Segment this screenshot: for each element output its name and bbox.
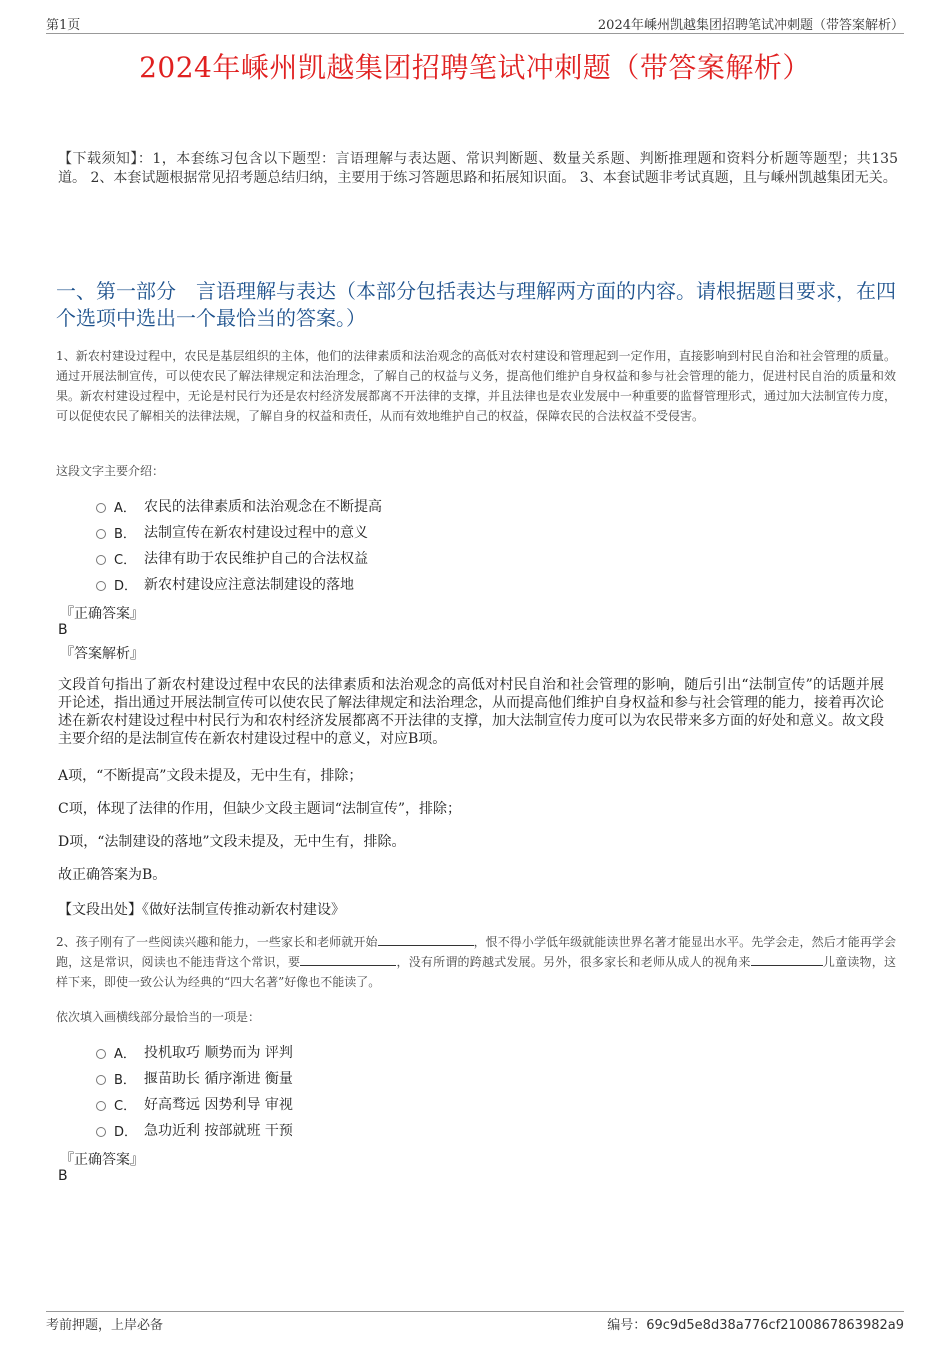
page-number: 第1页 xyxy=(46,18,81,33)
option-text: 投机取巧 顺势而为 评判 xyxy=(144,1045,293,1061)
q1-stem: 这段文字主要介绍： xyxy=(56,464,165,478)
q1-conclusion: 故正确答案为B。 xyxy=(58,867,167,883)
radio-icon[interactable] xyxy=(96,1049,106,1059)
blank-1 xyxy=(378,934,474,946)
q1-passage: 1、新农村建设过程中，农民是基层组织的主体，他们的法律素质和法治观念的高低对农村建设和管理起到一定作用，直接影响到村民自治和社会管理的质量。通过开展法制宣传，可以使农民了解法律规定和法治理念，了解自己的权益与义务，提高他们维护自身权益和参与社会管理的能力，促进村民自治的质量和效果。新农村建设过程中，无论是村民行为还是农村经济发展都离不开法律的支撑，并且法律也是农业发展中一种重要的监督管理形式，通过加大法制宣传力度，可以促使农民了解相关的法律法规，了解自身的权益和责任，从而有效地维护自己的权益，保障农民的合法权益不受侵害。 xyxy=(56,349,897,423)
q2-option-d[interactable] xyxy=(96,1120,293,1140)
radio-icon[interactable] xyxy=(96,1127,106,1137)
radio-icon[interactable] xyxy=(96,503,106,513)
q1-answer: B xyxy=(58,622,68,638)
q2-stem: 依次填入画横线部分最恰当的一项是： xyxy=(56,1010,261,1024)
blank-3 xyxy=(751,954,823,966)
q2-answer-label: 『正确答案』 xyxy=(60,1152,144,1168)
q2-option-b[interactable] xyxy=(96,1068,293,1088)
download-notice: 【下载须知】：1，本套练习包含以下题型：言语理解与表达题、常识判断题、数量关系题、判断推理题和资料分析题等题型；共135道。 2、本套试题根据常见招考题总结归纳，主要用于练习答题思路和拓展知识面。 3、本套试题非考试真题，且与嵊州凯越集团无关。 xyxy=(58,151,898,186)
q1-option-c[interactable] xyxy=(96,548,368,568)
q1-option-a[interactable] xyxy=(96,496,382,516)
option-text: 好高骛远 因势利导 审视 xyxy=(144,1097,293,1113)
radio-icon[interactable] xyxy=(96,529,106,539)
option-letter: B． xyxy=(114,1072,136,1088)
passage-text: ，没有所谓的跨越式发展。另外，很多家长和老师从成人的视角来 xyxy=(396,955,751,969)
option-letter: A． xyxy=(114,500,136,516)
document-title: 2024年嵊州凯越集团招聘笔试冲刺题（带答案解析） xyxy=(139,51,811,84)
footer-serial: 编号：69c9d5e8d38a776cf2100867863982a9 xyxy=(607,1318,904,1333)
q1-analysis: 文段首句指出了新农村建设过程中农民的法律素质和法治观念的高低对村民自治和社会管理的影响，随后引出“法制宣传”的话题并展开论述，指出通过开展法制宣传可以使农民了解法律规定和法治理念，从而提高他们维护自身权益和参与社会管理的能力，接着再次论述在新农村建设过程中村民行为和农村经济发展都离不开法律的支撑，加大法制宣传力度可以为农民带来多方面的好处和意义。故文段主要介绍的是法制宣传在新农村建设过程中的意义，对应B项。 xyxy=(58,677,884,747)
passage-text: 儿童读物，这样下来，即使一致公认为经典的“四大名著”好像也不能读了。 xyxy=(56,955,896,989)
radio-icon[interactable] xyxy=(96,581,106,591)
q1-note-d: D项，“法制建设的落地”文段未提及，无中生有，排除。 xyxy=(58,834,406,850)
q1-note-a: A项，“不断提高”文段未提及，无中生有，排除； xyxy=(58,768,363,784)
q1-answer-label: 『正确答案』 xyxy=(60,606,144,622)
blank-2 xyxy=(300,954,396,966)
q1-option-d[interactable] xyxy=(96,574,354,594)
option-text: 法律有助于农民维护自己的合法权益 xyxy=(144,551,368,567)
section-heading: 一、第一部分 言语理解与表达（本部分包括表达与理解两方面的内容。请根据题目要求，在四个选项中选出一个最恰当的答案。） xyxy=(56,279,896,330)
footer-slogan: 考前押题，上岸必备 xyxy=(46,1318,164,1333)
header-divider xyxy=(46,33,904,34)
passage-text: 2、孩子刚有了一些阅读兴趣和能力，一些家长和老师就开始 xyxy=(56,935,378,949)
header-doc-title: 2024年嵊州凯越集团招聘笔试冲刺题（带答案解析） xyxy=(597,18,904,33)
radio-icon[interactable] xyxy=(96,1075,106,1085)
q1-note-c: C项，体现了法律的作用，但缺少文段主题词“法制宣传”，排除； xyxy=(58,801,462,817)
q2-passage xyxy=(56,932,896,992)
radio-icon[interactable] xyxy=(96,555,106,565)
option-letter: D． xyxy=(114,578,138,594)
q2-option-c[interactable] xyxy=(96,1094,293,1114)
option-text: 农民的法律素质和法治观念在不断提高 xyxy=(144,499,382,515)
option-text: 法制宣传在新农村建设过程中的意义 xyxy=(144,525,368,541)
option-text: 新农村建设应注意法制建设的落地 xyxy=(144,577,354,593)
option-letter: C． xyxy=(114,552,137,568)
option-letter: B． xyxy=(114,526,136,542)
footer-divider xyxy=(46,1311,904,1312)
q1-source: 【文段出处】《做好法制宣传推动新农村建设》 xyxy=(58,902,345,918)
passage-text: ，恨不得小学低年级就能读世界名著才能显出水平。先学会走，然后才能再学会跑，这是常识，阅读也不能违背这个常识，要 xyxy=(56,935,896,969)
radio-icon[interactable] xyxy=(96,1101,106,1111)
option-text: 急功近利 按部就班 干预 xyxy=(144,1123,293,1139)
q2-answer: B xyxy=(58,1168,68,1184)
option-letter: D． xyxy=(114,1124,138,1140)
option-text: 揠苗助长 循序渐进 衡量 xyxy=(144,1071,293,1087)
option-letter: C． xyxy=(114,1098,137,1114)
q2-option-a[interactable] xyxy=(96,1042,293,1062)
option-letter: A． xyxy=(114,1046,136,1062)
q1-option-b[interactable] xyxy=(96,522,368,542)
q1-analysis-label: 『答案解析』 xyxy=(60,646,144,662)
